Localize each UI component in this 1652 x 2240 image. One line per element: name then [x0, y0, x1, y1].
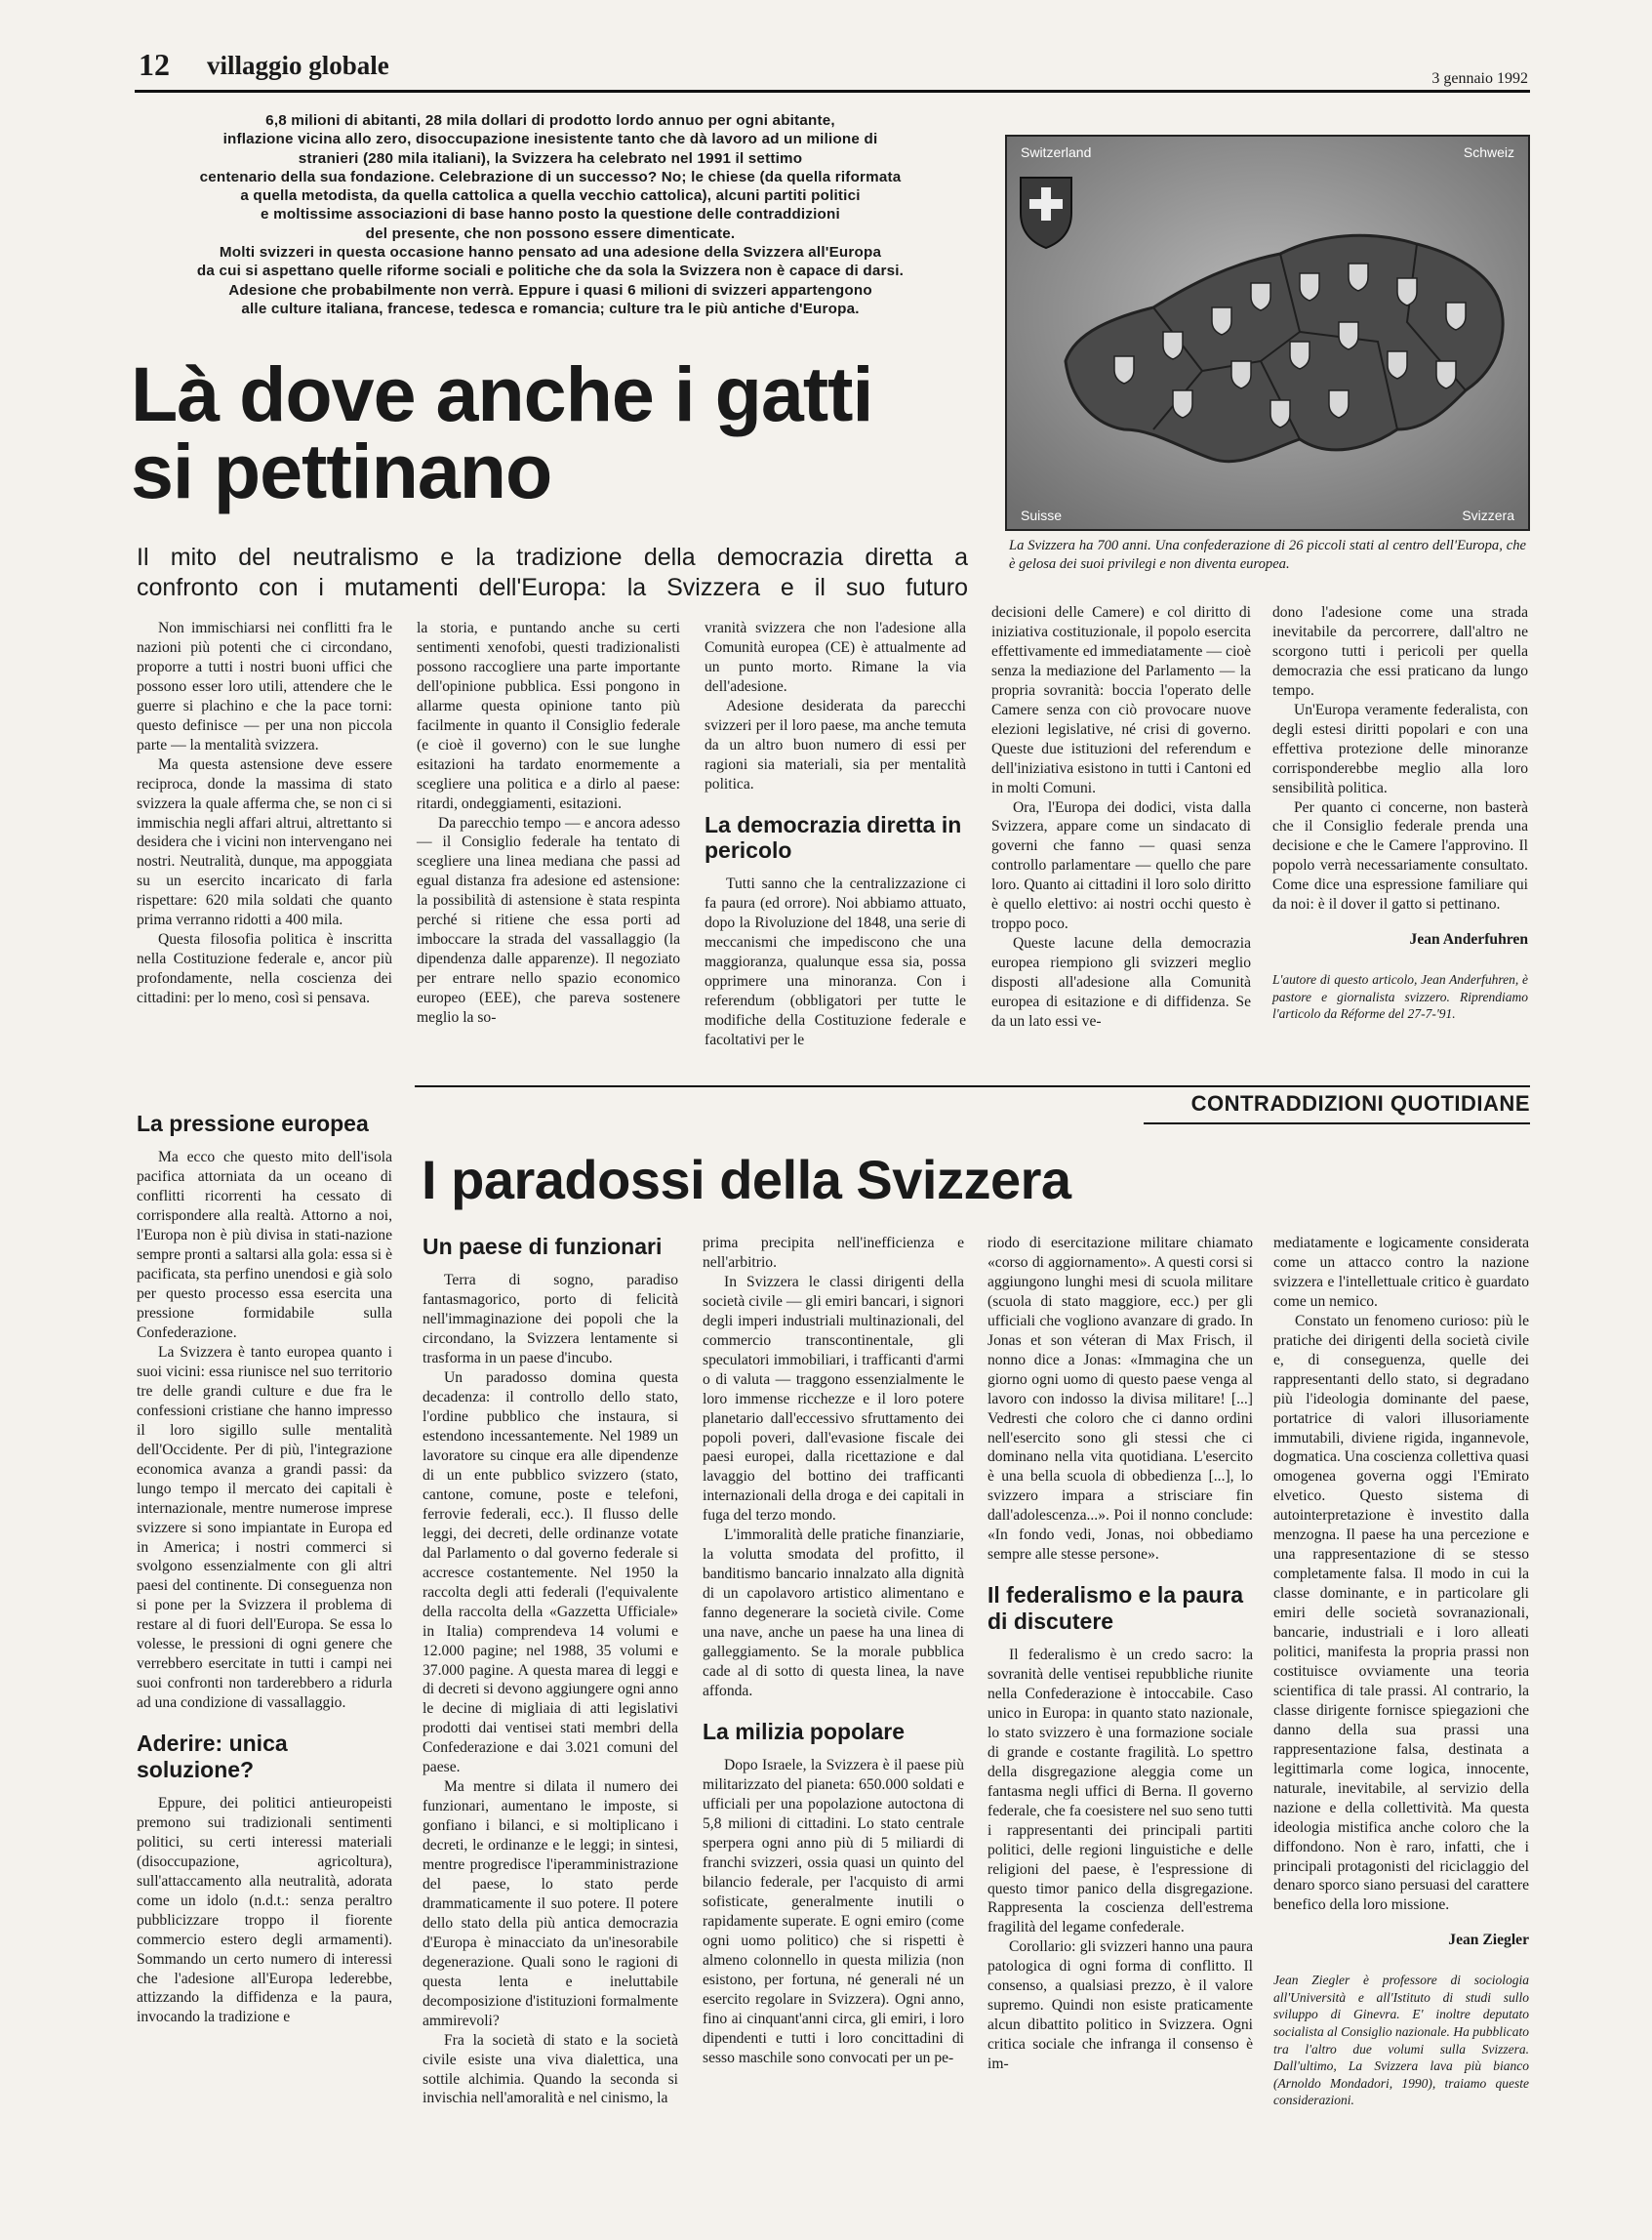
- intro-line: Adesione che probabilmente non verrà. Eppure i quasi 6 milioni di svizzeri appartengono: [228, 281, 872, 299]
- paragraph: La Svizzera è tanto europea quanto i suoi vicini: essa riunisce nel suo territorio tre delle grandi culture e due fra le confessioni cristiane che hanno impresso il loro sigillo sulle mentalità dell'Occidente. Per di più, l'integrazione economica avanza a grandi passi: da lungo tempo il mercato dei capitali è internazionale, mentre numerose imprese svizzere si sono impiantate in Europa ed in America; i nostri commerci si svolgono essenzialmente con gli altri paesi del continente. Di conseguenza non si pone per la Svizzera il problema di restare al di fuori dell'Europa. Se essa lo volesse, le pressioni di ogni genere che verrebbero esercitate in tutti i campi nei suoi confronti non tarderebbero a ridurla ad una condizione di vassallaggio.: [137, 1343, 392, 1712]
- canton-shield-icon: [1231, 361, 1251, 388]
- paragraph: Ma questa astensione deve essere reciproca, donde la massima di stato svizzera la quale afferma che, se non ci si immischia negli affari altrui, altrettanto si desidera che i vicini non intervengano nei nostri. Neutralità, dunque, ma appoggiata su un esercito incaricato di farla rispettare: 620 mila soldati che quanto prima verranno ridotti a 400 mila.: [137, 755, 392, 929]
- article1-column-5: [1272, 603, 1528, 1023]
- paragraph: Il federalismo è un credo sacro: la sovranità delle ventisei repubbliche riunite nella Confederazione è intoccabile. Caso unico in Europa: in quanto stato nazionale, lo stato svizzero è una formazione sociale di grande e costante fragilità. Lo spettro della disgregazione aleggia come un fantasma negli uffici di Berna. Il governo federale, che fa coesistere nel suo seno tutti i rappresentanti dei principali partiti politici, delle regioni linguistiche e delle religioni del paese, è l'espressione di questo timor panico della disgregazione. Rappresenta la coscienza dell'estrema fragilità del legame confederale.: [987, 1647, 1253, 1936]
- intro-line: stranieri (280 mila italiani), la Svizzera ha celebrato nel 1991 il settimo: [298, 149, 803, 167]
- canton-shield-icon: [1173, 390, 1192, 418]
- paragraph: Adesione desiderata da parecchi svizzeri per il loro paese, ma anche temuta da un altro buon numero di essi per ragioni sia materiali, sia per mentalità politica.: [705, 697, 966, 793]
- swiss-cross-shield-icon: [1021, 178, 1071, 248]
- canton-shield-icon: [1329, 390, 1349, 418]
- article2-column-2: [703, 1234, 964, 2068]
- intro-line: Molti svizzeri in questa occasione hanno pensato ad una adesione della Svizzera all'Europa: [219, 244, 882, 262]
- paragraph: vranità svizzera che non l'adesione alla Comunità europea (CE) è attualmente ad un punto morto. Rimane la via dell'adesione.: [705, 620, 966, 695]
- article2-column-1: [423, 1234, 678, 2108]
- paragraph: Per quanto ci concerne, non basterà che il Consiglio federale prenda una decisione e che le Camere l'approvino. Il popolo verrà necessariamente consultato. Come dice una espressione familiare qui da noi: è il dover il gatto si pettinano.: [1272, 798, 1528, 914]
- article1-column-1: [137, 619, 392, 1008]
- subheading: La democrazia diretta in pericolo: [705, 811, 962, 864]
- canton-shield-icon: [1114, 356, 1134, 384]
- canton-shield-icon: [1300, 273, 1319, 301]
- canton-shield-icon: [1349, 264, 1368, 291]
- paragraph: Dopo Israele, la Svizzera è il paese più militarizzato del pianeta: 650.000 soldati e ufficiali per una popolazione autoctona di 5,8 milioni di cittadini. Lo stato centrale sperpera ogni anno più di 5 miliardi di franchi svizzeri, ossia quasi un quinto del bilancio federale, per l'acquisto di armi sofisticate, generalmente inutili o rapidamente superate. E ogni emiro (come ogni uomo politico) che si rispetti è almeno colonnello in questa milizia (non esistono, per fortuna, né generali né un esercito regolare in Svizzera). Ogni anno, fino ai cinquant'anni circa, gli emiri, i loro dipendenti e tutti i loro concittadini di sesso maschile sono convocati per un pe-: [703, 1757, 964, 2066]
- intro-line: alle culture italiana, francese, tedesca e romancia; culture tra le più antiche d'Europa.: [241, 300, 860, 317]
- paragraph: L'immoralità delle pratiche finanziarie, la volutta smodata del profitto, il banditismo bancario innalzato alla dignità di un capolavoro artistico alimentano e fanno degenerare la società civile. Come una nave, anche un paese ha una linea di galleggiamento. Se la morale pubblica cade al di sotto di questa linea, la nave affonda.: [703, 1527, 964, 1699]
- canton-shield-icon: [1339, 322, 1358, 349]
- intro-line: centenario della sua fondazione. Celebrazione di un successo? No; le chiese (da quella riformata: [199, 168, 902, 185]
- canton-shield-icon: [1290, 342, 1310, 369]
- header-rule: [135, 90, 1530, 93]
- canton-shield-icon: [1163, 332, 1183, 359]
- map-label-switzerland: Switzerland: [1021, 144, 1092, 160]
- paragraph: Constato un fenomeno curioso: più le pratiche dei dirigenti della società civile e, di conseguenza, quelle dei rappresentanti dello stato, si degradano più l'ideologia dominante del paese, portatrice di valori illusoriamente immutabili, diviene rigida, ingannevole, dogmatica. Una coscienza collettiva quasi omogenea governa oggi l'Emirato elvetico. Questo sistema di autointerpretazione è investito dalla menzogna. Il paese ha una percezione e una rappresentazione di se stesso completamente falsa. Il modo in cui la classe dominante, e in particolare gli emiri delle società sovranazionali, bancarie, industriali e i loro alleati politici, manifesta la propria prassi non costituisce ovviamente una teoria scientifica di tale prassi. Al contrario, la classe dirigente fornisce spiegazioni che danno della sua prassi una rappresentazione falsa, destinata a legittimarla come logica, innocente, naturale, inevitabile, al servizio della nazione e della collettività. Ma questa ideologia mistifica anche coloro che la diffondono. Non è raro, infatti, che i principali protagonisti del riciclaggio del denaro sporco siano persuasi del carattere benefico della loro missione.: [1273, 1312, 1529, 1914]
- intro-line: a quella metodista, da quella cattolica a quella vecchio cattolica), alcuni partiti politici: [240, 187, 861, 205]
- paragraph: riodo di esercitazione militare chiamato «corso di aggiornamento». A questi corsi si aggiungono lunghi mesi di scuola militare (scuola di stato maggiore, ecc.) per gli ufficiali che vogliono avanzare di grado. In Jonas et son véteran di Max Frisch, il nonno dice a Jonas: «Immagina che un giorno ogni uomo di questo paese venga al lavoro con indosso la divisa militare! [...] Vedresti che coloro che ci danno ordini nell'esercito sono gli stessi che ci dominano nella vita quotidiana. L'esercito è una bella scuola di obbedienza [...], lo svizzero impara a strisciare fin dall'adolescenza...». Poi il nonno conclude: «In fondo vedi, Jonas, noi obbediamo sempre alle stesse persone».: [987, 1235, 1253, 1564]
- paragraph: la storia, e puntando anche su certi sentimenti xenofobi, questi tradizionalisti possono raccogliere una parte importante dell'opinione pubblica. Essi pongono in allarme questa opinione tanto più facilmente in quanto il Consiglio federale (e cioè il governo) con le sue lunghe esitazioni ha tardato enormemente a scegliere una politica e a dirlo al paese: ritardi, ondeggiamenti, esitazioni.: [417, 620, 680, 812]
- intro-line: 6,8 milioni di abitanti, 28 mila dollari di prodotto lordo annuo per ogni abitante,: [265, 112, 835, 129]
- paragraph: Non immischiarsi nei conflitti fra le nazioni più potenti che ci circondano, proporre a tutti i nostri buoni uffici che possono esser loro utili, attendere che le guerre si plachino e che la pace torni: questo definisce — per una non piccola parte — la mentalità svizzera.: [137, 620, 392, 753]
- paragraph: Da parecchio tempo — e ancora adesso — il Consiglio federale ha tentato di scegliere una linea mediana che passi ad egual distanza fra adesione ed astensione: la possibilità di astensione è stata respinta perché si ritiene che essa porti ad imboccare la strada del vassallaggio (la dipendenza dalle apparenze). Il negoziato per entrare nello spazio economico europeo (EEE), che pareva sostenere meglio la so-: [417, 814, 680, 1027]
- canton-shield-icon: [1212, 307, 1231, 335]
- intro-line: da cui si aspettano quelle riforme sociali e politiche che da sola la Svizzera non è capace di darsi.: [196, 263, 905, 280]
- article1-headline: [131, 350, 989, 514]
- page-number: 12: [139, 47, 170, 82]
- article2-headline: I paradossi della Svizzera: [422, 1149, 1071, 1210]
- canton-shield-icon: [1436, 361, 1456, 388]
- section-rule: [415, 1085, 1530, 1087]
- map-label-schweiz: Schweiz: [1463, 144, 1514, 160]
- article1-deck: [137, 543, 968, 602]
- article1-column-3: [705, 619, 966, 1050]
- intro-line: del presente, che non possono essere dimenticate.: [365, 224, 736, 242]
- article2-column-4: [1273, 1234, 1529, 2109]
- intro-line: inflazione vicina allo zero, disoccupazione inesistente tanto che dà lavoro ad un milione di: [222, 131, 878, 148]
- left-column: [137, 1111, 392, 2027]
- subheading: Aderire: unica soluzione?: [137, 1731, 288, 1782]
- canton-shield-icon: [1397, 278, 1417, 305]
- paragraph: decisioni delle Camere) e col diritto di iniziativa costituzionale, il popolo esercita effettivamente ed immediatamente — cioè senza la mediazione del Parlamento — la propria sovranità: boccia l'operato delle Camere senza con ciò provocare nuove elezioni legislative, né crisi di governo. Queste due istituzioni del referendum e dell'iniziativa esistono in tutti i Cantoni ed in molti Comuni.: [991, 604, 1251, 796]
- publication-name: villaggio globale: [207, 51, 389, 80]
- subheading: Un paese di funzionari: [423, 1234, 663, 1259]
- section-label-rule: [1144, 1122, 1530, 1124]
- author-signature: Jean Anderfuhren: [1409, 931, 1528, 949]
- headline-line-2: si pettinano: [131, 428, 552, 514]
- section-label: CONTRADDIZIONI QUOTIDIANE: [1190, 1091, 1530, 1116]
- issue-date: 3 gennaio 1992: [1431, 70, 1528, 87]
- paragraph: dono l'adesione come una strada inevitabile da percorrere, dall'altro ne scorgono tutti i pericoli per quella democrazia che essi praticano da lungo tempo.: [1272, 604, 1528, 699]
- paragraph: Ora, l'Europa dei dodici, vista dalla Svizzera, appare come un sindacato di governi che fanno — quasi senza controllo parlamentare — quello che pare loro. Quanto ai cittadini il loro solo diritto è quello elettivo: ai nostri occhi questo è troppo poco.: [991, 798, 1251, 933]
- subheading: La pressione europea: [137, 1111, 369, 1136]
- article2-column-3: [987, 1234, 1253, 2074]
- intro-text: [137, 111, 964, 318]
- subheading: Il federalismo e la paura di discutere: [987, 1582, 1244, 1634]
- subheading: La milizia popolare: [703, 1718, 906, 1744]
- headline-line-1: Là dove anche i gatti: [131, 350, 873, 437]
- canton-shield-icon: [1446, 303, 1466, 330]
- article1-column-4: [991, 603, 1251, 1032]
- paragraph: Ma mentre si dilata il numero dei funzionari, aumentano le imposte, si gonfiano i bilanci, e si moltiplicano i decreti, le ordinanze e le leggi; in sintesi, mentre progredisce l'iperamministrazione del paese, lo stato perde drammaticamente il suo potere. Il potere dello stato della più antica democrazia d'Europa è minacciato da un'inesorabile degenerazione. Quali sono le ragioni di questa lenta e ineluttabile decomposizione d'istituzioni formalmente ammirevoli?: [423, 1778, 678, 2029]
- paragraph: Queste lacune della democrazia europea riempiono gli svizzeri meglio disposti all'adesione alla Comunità europea di esitazione e di diffidenza. Se da un lato essi ve-: [991, 935, 1251, 1031]
- paragraph: Tutti sanno che la centralizzazione ci fa paura (ed orrore). Noi abbiamo attuato, dopo la Rivoluzione del 1848, una serie di meccanismi che impediscono che una maggioranza, qualunque essa sia, possa opprimere una minoranza. Con i referendum (obbligatori per tutte le modifiche della Costituzione federale e facoltativi per le: [705, 876, 966, 1049]
- paragraph: mediatamente e logicamente considerata come un attacco contro la nazione svizzera e l'intellettuale critico è guardato come un nemico.: [1273, 1235, 1529, 1310]
- map-caption: La Svizzera ha 700 anni. Una confederazione di 26 piccoli stati al centro dell'Europa, che è gelosa dei suoi privilegi e non diventa europea.: [1009, 538, 1526, 572]
- paragraph: Eppure, dei politici antieuropeisti premono sui tradizionali sentimenti politici, su certi interessi materiali (disoccupazione, agricoltura), sull'attaccamento alla neutralità, adorata come un idolo (n.d.t.: senza peraltro pubblicizzare troppo il fiorente commercio estero degli armamenti). Sommando un certo numero di interessi che l'adesione all'Europa lederebbe, attizzando la diffidenza e la paura, invocando la tradizione e: [137, 1794, 392, 2026]
- author-signature: Jean Ziegler: [1448, 1932, 1529, 1949]
- paragraph: Un'Europa veramente federalista, con degli estesi diritti popolari e con una effettiva protezione delle minoranze corrisponderebbe meglio alla loro sensibilità politica.: [1272, 701, 1528, 796]
- paragraph: Fra la società di stato e la società civile esiste una viva dialettica, una sottile alchimia. Quando la seconda si invischia nell'amoralità e nel cinismo, la: [423, 2031, 678, 2107]
- canton-shield-icon: [1270, 400, 1290, 428]
- paragraph: Questa filosofia politica è inscritta nella Costituzione federale e, ancor più profondamente, nella coscienza dei cittadini: per lo meno, così si pensava.: [137, 931, 392, 1007]
- paragraph: In Svizzera le classi dirigenti della società civile — gli emiri bancari, i signori degli imperi industriali multinazionali, del commercio transcontinentale, gli speculatori immobiliari, i trafficanti d'armi o di valuta — traggono essenzialmente le loro immense ricchezze e il loro potere planetario dall'eccessivo sfruttamento dei popoli poveri, dall'evasione fiscale dei paesi europei, dalla ricettazione e dal lavaggio del bottino dei trafficanti internazionali della droga e dei capitali in fuga del terzo mondo.: [703, 1273, 964, 1525]
- article1-column-2: [417, 619, 680, 1028]
- paragraph: Corollario: gli svizzeri hanno una paura patologica di ogni forma di conflitto. Il consenso, a qualsiasi prezzo, è il valore supremo. Quindi non esiste praticamente alcun dibattito politico in Svizzera. Ogni critica sociale che infranga il consenso è im-: [987, 1938, 1253, 2073]
- map-label-suisse: Suisse: [1021, 508, 1063, 523]
- intro-line: e moltissime associazioni di base hanno posto la questione delle contraddizioni: [261, 206, 840, 224]
- paragraph: Ma ecco che questo mito dell'isola pacifica attorniata da un oceano di conflitti ricorrenti ha cessato di corrispondere alla realtà. Attorno a noi, l'Europa non è più divisa in stati-nazione sempre pronti a saltarsi alla gola: essa si è pacificata, sta perfino unendosi e già solo per questo processo essa esercita una pressione formidabile sulla Confederazione.: [137, 1149, 392, 1342]
- paragraph: prima precipita nell'inefficienza e nell'arbitrio.: [703, 1235, 964, 1271]
- canton-shield-icon: [1388, 351, 1407, 379]
- map-illustration: [1007, 137, 1528, 529]
- paragraph: Terra di sogno, paradiso fantasmagorico, porto di felicità nell'immaginazione dei popoli che la circondano, la Svizzera lentamente si trasforma in un paese d'incubo.: [423, 1272, 678, 1367]
- canton-shield-icon: [1251, 283, 1270, 310]
- author-bio: L'autore di questo articolo, Jean Anderfuhren, è pastore e giornalista svizzero. Riprendiamo l'articolo da Réforme del 27-7-'91.: [1272, 972, 1528, 1022]
- switzerland-map: [1005, 135, 1530, 531]
- map-label-svizzera: Svizzera: [1462, 508, 1514, 523]
- author-bio: Jean Ziegler è professore di sociologia all'Università e all'Istituto di studi sullo sviluppo di Ginevra. E' inoltre deputato socialista al Consiglio nazionale. Ha pubblicato tra l'altro due volumi sulla Svizzera. Dall'ultimo, La Svizzera lava più bianco (Arnoldo Mondadori, 1990), traiamo queste considerazioni.: [1273, 1973, 1529, 2108]
- deck-line-1: Il mito del neutralismo e la tradizione della democrazia diretta a: [137, 544, 968, 571]
- deck-line-2: confronto con i mutamenti dell'Europa: la Svizzera e il suo futuro: [137, 573, 968, 601]
- paragraph: Un paradosso domina questa decadenza: il controllo dello stato, l'ordine pubblico che instaura, si estendono incessantemente. Nel 1989 un lavoratore su cinque era alle dipendenze di un ente pubblico svizzero (stato, cantone, comune, poste e telefoni, ferrovie federali, ecc.). Il flusso delle leggi, dei decreti, delle ordinanze votate dal Parlamento o dal governo federale si accresce costantemente. Nel 1950 la raccolta degli atti federali (l'equivalente della raccolta della «Gazzetta Ufficiale» in Italia) comprendeva 14 volumi e 12.000 pagine; nel 1988, 35 volumi e 37.000 pagine. A questa marea di leggi e di decreti si devono aggiungere ogni anno le decine di migliaia di atti legislativi prodotti dai ventisei stati membri della Confederazione e dai 3.021 comuni del paese.: [423, 1369, 678, 1776]
